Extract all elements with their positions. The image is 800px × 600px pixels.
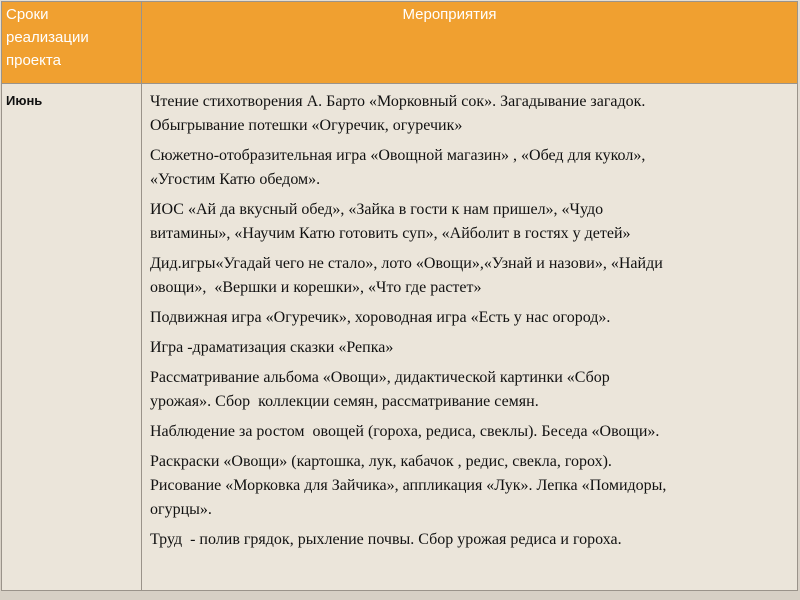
activity-item: Наблюдение за ростом овощей (гороха, редиса, свеклы). Беседа «Овощи». xyxy=(150,423,660,440)
activity-item: Рассматривание альбома «Овощи», дидактической картинки «Сбор урожая». Сбор коллекции семян, рассматривание семян. xyxy=(150,369,610,410)
activity-item: Подвижная игра «Огуречик», хороводная игра «Есть у нас огород». xyxy=(150,309,611,326)
activities-cell xyxy=(142,84,798,591)
activity-item: Раскраски «Овощи» (картошка, лук, кабачок , редис, свекла, горох). Рисование «Морковка для Зайчика», аппликация «Лук». Лепка «Помидоры, огурцы». xyxy=(150,453,667,518)
activity-item: Чтение стихотворения А. Барто «Морковный сок». Загадывание загадок. Обыгрывание потешки «Огуречик, огуречик» xyxy=(150,93,646,134)
activity-item: Сюжетно-отобразительная игра «Овощной магазин» , «Обед для кукол», «Угостим Катю обедом». xyxy=(150,147,646,188)
june-row xyxy=(2,84,798,591)
activity-item: Дид.игры«Угадай чего не стало», лото «Овощи»,«Узнай и назови», «Найди овощи», «Вершки и корешки», «Что где растет» xyxy=(150,255,663,296)
activity-item: Труд - полив грядок, рыхление почвы. Сбор урожая редиса и гороха. xyxy=(150,531,622,548)
header-period: Сроки реализации проекта xyxy=(2,2,142,84)
activity-item: ИОС «Ай да вкусный обед», «Зайка в гости к нам пришел», «Чудо витамины», «Научим Катю готовить суп», «Айболит в гостях у детей» xyxy=(150,201,631,242)
month-cell: Июнь xyxy=(2,84,142,591)
header-activities: Мероприятия xyxy=(142,2,798,84)
project-plan-table xyxy=(1,1,798,591)
activity-item: Игра -драматизация сказки «Репка» xyxy=(150,339,394,356)
header-row xyxy=(2,2,798,84)
